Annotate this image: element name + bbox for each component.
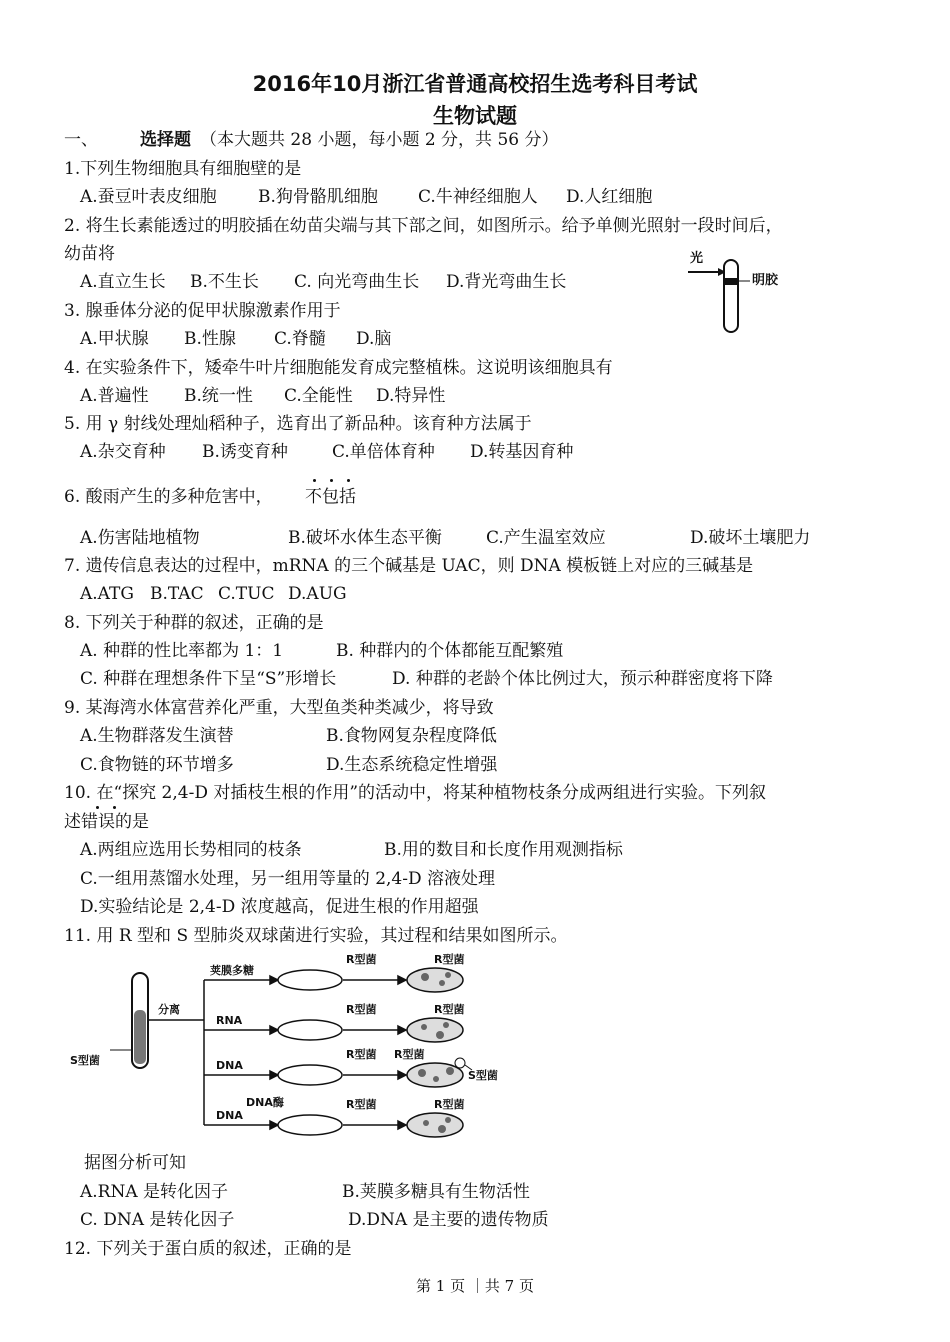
- section-name: 选择题: [140, 130, 191, 150]
- q1-option-a: A.蚕豆叶表皮细胞: [80, 187, 217, 207]
- emphasis-dot: [113, 806, 116, 809]
- s-type-label: S型菌: [468, 1069, 498, 1082]
- q7-option-c: C.TUC: [218, 584, 275, 604]
- light-label: 光: [690, 251, 704, 266]
- q6-option-a: A.伤害陆地植物: [80, 528, 200, 548]
- q9-option-d: D.生态系统稳定性增强: [326, 755, 498, 775]
- q5-option-a: A.杂交育种: [80, 442, 166, 462]
- q8-option-c: C. 种群在理想条件下呈“S”形增长: [80, 669, 337, 689]
- q4-option-b: B.统一性: [184, 386, 253, 406]
- q9-option-a: A.生物群落发生演替: [80, 726, 234, 746]
- seedling-figure: [680, 248, 820, 336]
- r-type-label: R型菌: [434, 1003, 465, 1016]
- q1-stem: 1.下列生物细胞具有细胞壁的是: [64, 159, 302, 179]
- q3-stem: 3. 腺垂体分泌的促甲状腺激素作用于: [64, 301, 341, 321]
- row-label-polysaccharide: 荚膜多糖: [210, 964, 254, 977]
- pneumococcus-figure: [70, 955, 510, 1150]
- gel-label: 明胶: [752, 273, 779, 288]
- q3-option-a: A.甲状腺: [80, 329, 149, 349]
- q6-option-d: D.破坏土壤肥力: [690, 528, 811, 548]
- q6-option-b: B.破坏水体生态平衡: [288, 528, 442, 548]
- q6-stem: 6. 酸雨产生的多种危害中，: [64, 487, 273, 507]
- q11-option-a: A.RNA 是转化因子: [80, 1182, 229, 1202]
- exam-title: 2016年10月浙江省普通高校招生选考科目考试: [252, 72, 698, 96]
- r-type-label: R型菌: [346, 1048, 377, 1061]
- q8-option-a: A. 种群的性比率都为 1：1: [80, 641, 284, 661]
- q5-option-b: B.诱变育种: [202, 442, 288, 462]
- q6-emphasis: 不包括: [305, 487, 356, 507]
- q7-stem: 7. 遗传信息表达的过程中，mRNA 的三个碱基是 UAC，则 DNA 模板链上对应的三碱基是: [64, 556, 754, 576]
- q1-option-b: B.狗骨骼肌细胞: [258, 187, 378, 207]
- q2-option-a: A.直立生长: [80, 272, 166, 292]
- row-label-dna: DNA: [216, 1059, 243, 1072]
- q11-option-c: C. DNA 是转化因子: [80, 1210, 235, 1230]
- q11-after-figure: 据图分析可知: [84, 1153, 186, 1173]
- section-note: （本大题共 28 小题，每小题 2 分，共 56 分）: [200, 130, 559, 150]
- row-label-rna: RNA: [216, 1014, 243, 1027]
- q2-stem-line1: 2. 将生长素能透过的明胶插在幼苗尖端与其下部之间，如图所示。给予单侧光照射一段时间后，: [64, 216, 783, 236]
- q5-stem: 5. 用 γ 射线处理灿稻种子，选育出了新品种。该育种方法属于: [64, 414, 532, 434]
- q2-stem-line2: 幼苗将: [64, 244, 115, 264]
- emphasis-dot: [330, 479, 333, 482]
- page-footer: 第 1 页 ｜共 7 页: [416, 1277, 534, 1295]
- emphasis-dot: [347, 479, 350, 482]
- q11-option-d: D.DNA 是主要的遗传物质: [348, 1210, 549, 1230]
- r-type-label: R型菌: [434, 953, 465, 966]
- q6-option-c: C.产生温室效应: [486, 528, 606, 548]
- q11-option-b: B.荚膜多糖具有生物活性: [342, 1182, 530, 1202]
- q4-option-a: A.普遍性: [80, 386, 149, 406]
- q1-option-d: D.人红细胞: [566, 187, 653, 207]
- q10-option-b: B.用的数目和长度作用观测指标: [384, 840, 623, 860]
- section-number: 一、: [64, 130, 98, 150]
- q4-stem: 4. 在实验条件下，矮牵牛叶片细胞能发育成完整植株。这说明该细胞具有: [64, 358, 613, 378]
- q5-option-d: D.转基因育种: [470, 442, 574, 462]
- emphasis-dot: [313, 479, 316, 482]
- q7-option-a: A.ATG: [80, 584, 134, 604]
- q3-option-d: D.脑: [356, 329, 392, 349]
- r-type-label: R型菌: [346, 1003, 377, 1016]
- r-type-label: R型菌: [346, 953, 377, 966]
- q8-option-b: B. 种群内的个体都能互配繁殖: [336, 641, 564, 661]
- q10-option-d: D.实验结论是 2,4-D 浓度越高，促进生根的作用超强: [80, 897, 479, 917]
- q9-option-b: B.食物网复杂程度降低: [326, 726, 497, 746]
- q2-option-d: D.背光弯曲生长: [446, 272, 567, 292]
- dna-enzyme-label: DNA酶: [246, 1096, 284, 1109]
- q10-option-c: C.一组用蒸馏水处理，另一组用等量的 2,4-D 溶液处理: [80, 869, 496, 889]
- emphasis-dot: [96, 806, 99, 809]
- s-type-source-label: S型菌: [70, 1054, 100, 1067]
- row-label-dna-enzyme-group: DNA: [216, 1109, 243, 1122]
- r-type-label: R型菌: [394, 1048, 425, 1061]
- q10-stem-line2: 述错误的是: [64, 812, 149, 832]
- q11-stem: 11. 用 R 型和 S 型肺炎双球菌进行实验，其过程和结果如图所示。: [64, 926, 568, 946]
- q2-option-b: B.不生长: [190, 272, 259, 292]
- q9-option-c: C.食物链的环节增多: [80, 755, 234, 775]
- q7-option-d: D.AUG: [288, 584, 347, 604]
- q3-option-c: C.脊髓: [274, 329, 326, 349]
- q4-option-c: C.全能性: [284, 386, 353, 406]
- q1-option-c: C.牛神经细胞人: [418, 187, 538, 207]
- r-type-label: R型菌: [346, 1098, 377, 1111]
- q3-option-b: B.性腺: [184, 329, 236, 349]
- q5-option-c: C.单倍体育种: [332, 442, 435, 462]
- exam-subtitle: 生物试题: [433, 104, 517, 128]
- q8-stem: 8. 下列关于种群的叙述，正确的是: [64, 613, 324, 633]
- q7-option-b: B.TAC: [150, 584, 204, 604]
- q4-option-d: D.特异性: [376, 386, 446, 406]
- q8-option-d: D. 种群的老龄个体比例过大，预示种群密度将下降: [392, 669, 773, 689]
- q2-option-c: C. 向光弯曲生长: [294, 272, 420, 292]
- r-type-label: R型菌: [434, 1098, 465, 1111]
- separate-label: 分离: [158, 1003, 180, 1016]
- q12-stem: 12. 下列关于蛋白质的叙述，正确的是: [64, 1239, 352, 1259]
- q10-stem-line1: 10. 在“探究 2,4-D 对插枝生根的作用”的活动中，将某种植物枝条分成两组进行实验。下列叙: [64, 783, 767, 803]
- q10-option-a: A.两组应选用长势相同的枝条: [80, 840, 302, 860]
- q9-stem: 9. 某海湾水体富营养化严重，大型鱼类种类减少，将导致: [64, 698, 494, 718]
